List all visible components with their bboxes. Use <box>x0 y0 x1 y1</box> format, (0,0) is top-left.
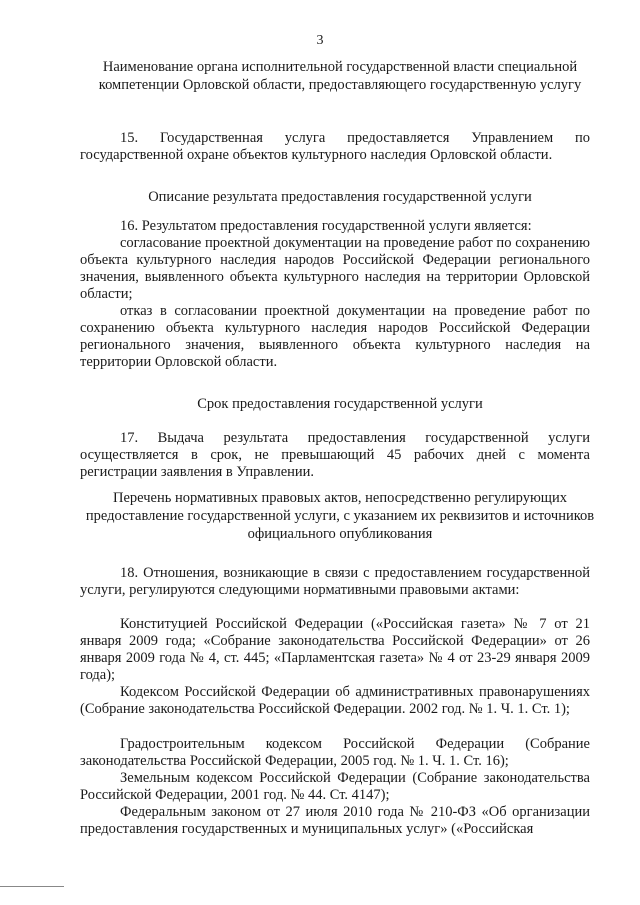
paragraph-18-item-grk: Градостроительным кодексом Российской Федерации (Собрание законодательства Российской Федерации, 2005 год. № 1. Ч. 1. Ст. 16); <box>80 736 590 769</box>
paragraph-16-item-refusal: отказ в согласовании проектной документации на проведение работ по сохранению объекта культурного наследия народов Российской Федерации регионального значения, выявленного объекта культурного наследия на территории Орловской области. <box>80 303 590 370</box>
section-heading-acts: Перечень нормативных правовых актов, непосредственно регулирующих предоставление государственной услуги, с указанием их реквизитов и источников официального опубликования <box>85 490 595 542</box>
paragraph-18-item-zk: Земельным кодексом Российской Федерации (Собрание законодательства Российской Федерации, 2001 год. № 44. Ст. 4147); <box>80 770 590 803</box>
paragraph-16-item-approval: согласование проектной документации на проведение работ по сохранению объекта культурного наследия народов Российской Федерации регионального значения, выявленного объекта культурного наследия на территории Орловской области; <box>80 235 590 302</box>
section-heading-term: Срок предоставления государственной услуги <box>197 396 483 412</box>
paragraph-16-intro: 16. Результатом предоставления государственной услуги является: <box>120 218 532 234</box>
paragraph-18-item-210fz: Федеральным законом от 27 июля 2010 года № 210-ФЗ «Об организации предоставления государственных и муниципальных услуг» («Российская <box>80 804 590 837</box>
page-number: 3 <box>316 33 324 48</box>
paragraph-18-item-constitution: Конституцией Российской Федерации («Российская газета» № 7 от 21 января 2009 года; «Собрание законодательства Российской Федерации» от 26 января 2009 года № 4, ст. 445; «Парламентская газета» № 4 от 23-29 января 2009 года); <box>80 616 590 683</box>
section-heading-organ: Наименование органа исполнительной государственной власти специальной компетенции Орловской области, предоставляющего государственную услугу <box>98 59 582 93</box>
page-edge-line <box>0 886 64 887</box>
paragraph-18-intro: 18. Отношения, возникающие в связи с предоставлением государственной услуги, регулируются следующими нормативными правовыми актами: <box>80 565 590 598</box>
paragraph-18-item-koap: Кодексом Российской Федерации об административных правонарушениях (Собрание законодательства Российской Федерации. 2002 год. № 1. Ч. 1. Ст. 1); <box>80 684 590 717</box>
paragraph-15: 15. Государственная услуга предоставляется Управлением по государственной охране объектов культурного наследия Орловской области. <box>80 130 590 163</box>
paragraph-17: 17. Выдача результата предоставления государственной услуги осуществляется в срок, не превышающий 45 рабочих дней с момента регистрации заявления в Управлении. <box>80 430 590 480</box>
section-heading-result: Описание результата предоставления государственной услуги <box>148 189 532 205</box>
